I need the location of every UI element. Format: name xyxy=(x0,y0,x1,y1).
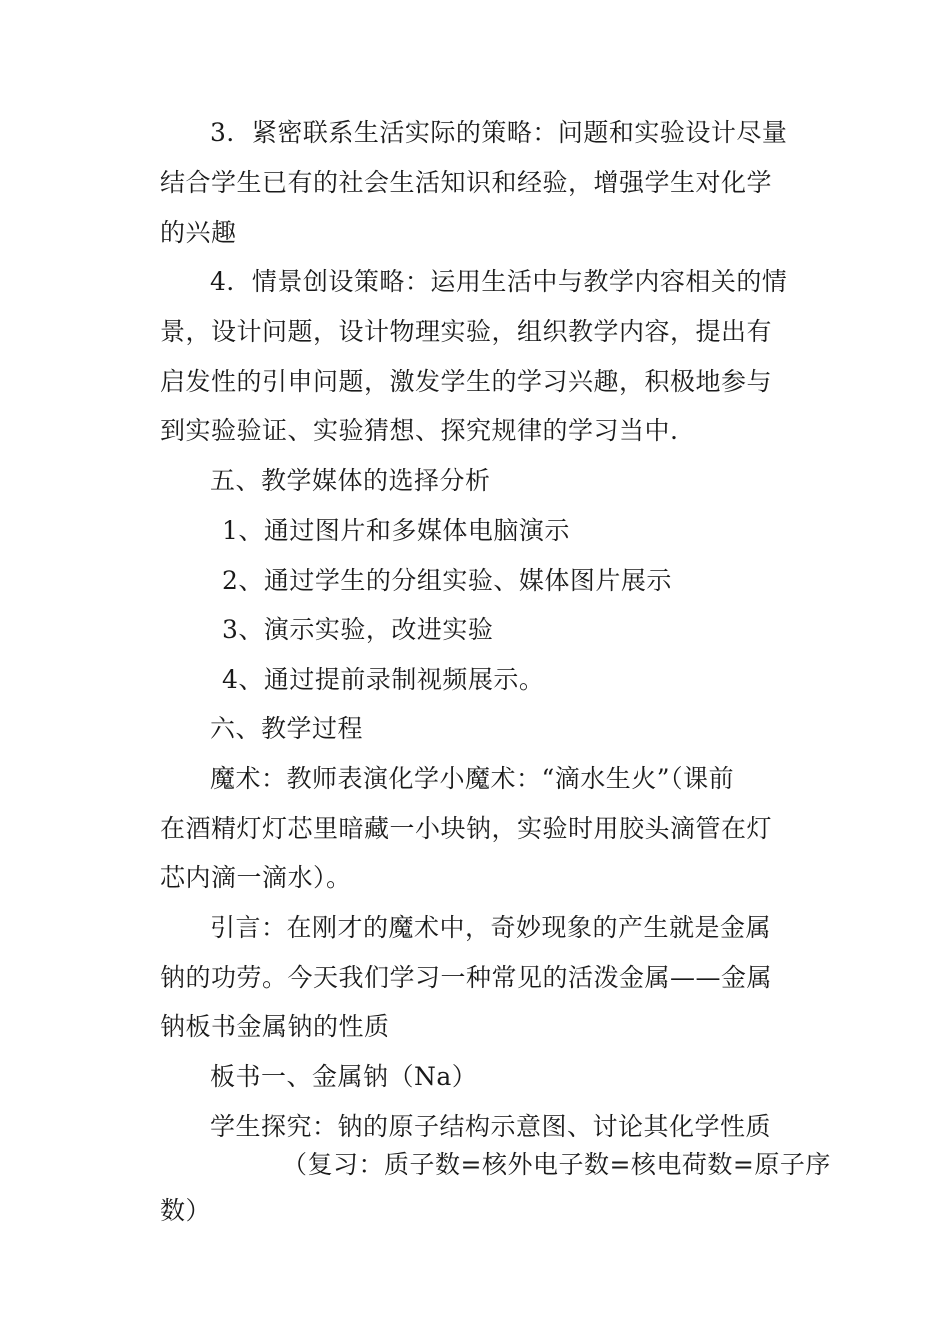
paragraph-line: 在酒精灯灯芯里暗藏一小块钠，实验时用胶头滴管在灯 xyxy=(160,814,773,843)
paragraph-line: 的兴趣 xyxy=(160,218,237,247)
paragraph-line: 景，设计问题，设计物理实验，组织教学内容，提出有 xyxy=(160,317,773,346)
paragraph-line: （复习：质子数=核外电子数=核电荷数=原子序 xyxy=(282,1150,831,1179)
list-item: 3、演示实验，改进实验 xyxy=(222,615,494,644)
paragraph-line: 启发性的引申问题，激发学生的学习兴趣，积极地参与 xyxy=(160,367,773,396)
paragraph-line: 学生探究：钠的原子结构示意图、讨论其化学性质 xyxy=(210,1112,772,1141)
paragraph-line: 芯内滴一滴水）。 xyxy=(160,863,352,892)
paragraph-line: 结合学生已有的社会生活知识和经验，增强学生对化学 xyxy=(160,168,773,197)
paragraph-line: 4．情景创设策略：运用生活中与教学内容相关的情 xyxy=(210,267,788,296)
paragraph-line: 到实验验证、实验猜想、探究规律的学习当中. xyxy=(160,416,679,445)
list-item: 1、通过图片和多媒体电脑演示 xyxy=(222,516,570,545)
list-item: 2、通过学生的分组实验、媒体图片展示 xyxy=(222,566,672,595)
list-item: 4、通过提前录制视频展示。 xyxy=(222,665,545,694)
paragraph-line: 钠板书金属钠的性质 xyxy=(160,1012,390,1041)
section-heading: 五、教学媒体的选择分析 xyxy=(210,466,491,495)
paragraph-line: 板书一、金属钠（Na） xyxy=(210,1062,478,1091)
paragraph-line: 魔术：教师表演化学小魔术：“滴水生火”（课前 xyxy=(210,764,735,793)
paragraph-line: 数） xyxy=(160,1196,212,1225)
paragraph-line: 引言：在刚才的魔术中，奇妙现象的产生就是金属 xyxy=(210,913,772,942)
paragraph-line: 3．紧密联系生活实际的策略：问题和实验设计尽量 xyxy=(210,118,788,147)
paragraph-line: 钠的功劳。今天我们学习一种常见的活泼金属——金属 xyxy=(160,963,773,992)
section-heading: 六、教学过程 xyxy=(210,714,364,743)
